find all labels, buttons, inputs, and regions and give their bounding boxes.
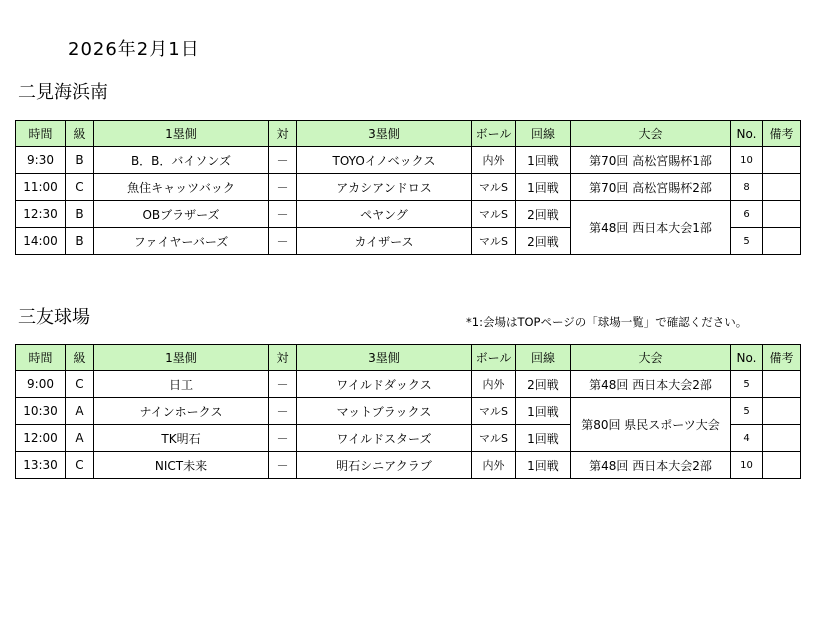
header-round: 回線 xyxy=(516,345,571,371)
venue-title-futami: 二見海浜南 xyxy=(18,82,108,103)
header-ball: ボール xyxy=(472,121,516,147)
header-time: 時間 xyxy=(16,121,66,147)
header-ball: ボール xyxy=(472,345,516,371)
cell-level: A xyxy=(66,398,94,425)
cell-remarks xyxy=(763,398,801,425)
cell-time: 9:00 xyxy=(16,371,66,398)
cell-first-team: B．B．バイソンズ xyxy=(94,147,269,174)
cell-third-team: 明石シニアクラブ xyxy=(297,452,472,479)
cell-level: B xyxy=(66,147,94,174)
schedule-table-futami xyxy=(15,120,801,255)
header-level: 級 xyxy=(66,345,94,371)
cell-third-team: マットブラックス xyxy=(297,398,472,425)
header-first-base: 1塁側 xyxy=(94,345,269,371)
cell-first-team: 日工 xyxy=(94,371,269,398)
cell-round: 1回戦 xyxy=(516,147,571,174)
cell-no: 10 xyxy=(731,452,763,479)
cell-time: 14:00 xyxy=(16,228,66,255)
table-row xyxy=(16,174,801,201)
cell-first-team: OBブラザーズ xyxy=(94,201,269,228)
cell-vs: － xyxy=(269,452,297,479)
schedule-date: 2026年2月1日 xyxy=(68,39,200,60)
cell-first-team: 魚住キャッツバック xyxy=(94,174,269,201)
table-row xyxy=(16,398,801,425)
cell-round: 2回戦 xyxy=(516,201,571,228)
cell-remarks xyxy=(763,452,801,479)
cell-no: 5 xyxy=(731,398,763,425)
cell-round: 1回戦 xyxy=(516,398,571,425)
cell-third-team: TOYOイノベックス xyxy=(297,147,472,174)
cell-ball: マルS xyxy=(472,228,516,255)
cell-vs: － xyxy=(269,174,297,201)
cell-tournament: 第48回 西日本大会2部 xyxy=(571,452,731,479)
cell-vs: － xyxy=(269,147,297,174)
cell-level: C xyxy=(66,452,94,479)
cell-no: 8 xyxy=(731,174,763,201)
table-row xyxy=(16,452,801,479)
header-level: 級 xyxy=(66,121,94,147)
cell-tournament: 第48回 西日本大会1部 xyxy=(571,201,731,255)
header-tournament: 大会 xyxy=(571,345,731,371)
cell-round: 1回戦 xyxy=(516,425,571,452)
cell-ball: マルS xyxy=(472,174,516,201)
cell-round: 2回戦 xyxy=(516,228,571,255)
cell-third-team: カイザース xyxy=(297,228,472,255)
cell-time: 10:30 xyxy=(16,398,66,425)
cell-first-team: TK明石 xyxy=(94,425,269,452)
cell-ball: マルS xyxy=(472,398,516,425)
header-no: No. xyxy=(731,121,763,147)
table-row xyxy=(16,147,801,174)
cell-ball: 内外 xyxy=(472,147,516,174)
cell-tournament: 第70回 高松宮賜杯2部 xyxy=(571,174,731,201)
cell-no: 10 xyxy=(731,147,763,174)
cell-third-team: ワイルドスターズ xyxy=(297,425,472,452)
cell-level: A xyxy=(66,425,94,452)
cell-no: 5 xyxy=(731,228,763,255)
cell-tournament: 第48回 西日本大会2部 xyxy=(571,371,731,398)
cell-vs: － xyxy=(269,371,297,398)
cell-vs: － xyxy=(269,398,297,425)
cell-remarks xyxy=(763,174,801,201)
cell-no: 6 xyxy=(731,201,763,228)
cell-third-team: アカシアンドロス xyxy=(297,174,472,201)
cell-level: C xyxy=(66,371,94,398)
cell-remarks xyxy=(763,201,801,228)
cell-no: 4 xyxy=(731,425,763,452)
cell-vs: － xyxy=(269,425,297,452)
header-vs: 対 xyxy=(269,345,297,371)
header-remarks: 備考 xyxy=(763,121,801,147)
cell-tournament: 第70回 高松宮賜杯1部 xyxy=(571,147,731,174)
venue-note: *1:会場はTOPページの「球場一覧」で確認ください。 xyxy=(466,315,748,329)
cell-ball: 内外 xyxy=(472,371,516,398)
cell-level: C xyxy=(66,174,94,201)
cell-round: 2回戦 xyxy=(516,371,571,398)
cell-level: B xyxy=(66,201,94,228)
cell-ball: マルS xyxy=(472,425,516,452)
header-tournament: 大会 xyxy=(571,121,731,147)
header-time: 時間 xyxy=(16,345,66,371)
header-remarks: 備考 xyxy=(763,345,801,371)
cell-remarks xyxy=(763,371,801,398)
header-round: 回線 xyxy=(516,121,571,147)
venue-title-sanyu: 三友球場 xyxy=(18,307,90,328)
cell-level: B xyxy=(66,228,94,255)
cell-third-team: ペヤング xyxy=(297,201,472,228)
cell-remarks xyxy=(763,228,801,255)
header-no: No. xyxy=(731,345,763,371)
cell-time: 9:30 xyxy=(16,147,66,174)
cell-round: 1回戦 xyxy=(516,452,571,479)
cell-first-team: ナインホークス xyxy=(94,398,269,425)
cell-first-team: ファイヤーバーズ xyxy=(94,228,269,255)
cell-first-team: NICT未来 xyxy=(94,452,269,479)
cell-time: 13:30 xyxy=(16,452,66,479)
cell-third-team: ワイルドダックス xyxy=(297,371,472,398)
cell-vs: － xyxy=(269,228,297,255)
cell-tournament: 第80回 県民スポーツ大会 xyxy=(571,398,731,452)
cell-ball: マルS xyxy=(472,201,516,228)
cell-time: 11:00 xyxy=(16,174,66,201)
table-header-row xyxy=(16,121,801,147)
cell-vs: － xyxy=(269,201,297,228)
cell-time: 12:30 xyxy=(16,201,66,228)
header-vs: 対 xyxy=(269,121,297,147)
cell-ball: 内外 xyxy=(472,452,516,479)
table-header-row xyxy=(16,345,801,371)
schedule-table-sanyu xyxy=(15,344,801,479)
cell-round: 1回戦 xyxy=(516,174,571,201)
table-row xyxy=(16,371,801,398)
table-row xyxy=(16,201,801,228)
header-first-base: 1塁側 xyxy=(94,121,269,147)
cell-no: 5 xyxy=(731,371,763,398)
cell-remarks xyxy=(763,425,801,452)
cell-remarks xyxy=(763,147,801,174)
header-third-base: 3塁側 xyxy=(297,121,472,147)
header-third-base: 3塁側 xyxy=(297,345,472,371)
cell-time: 12:00 xyxy=(16,425,66,452)
